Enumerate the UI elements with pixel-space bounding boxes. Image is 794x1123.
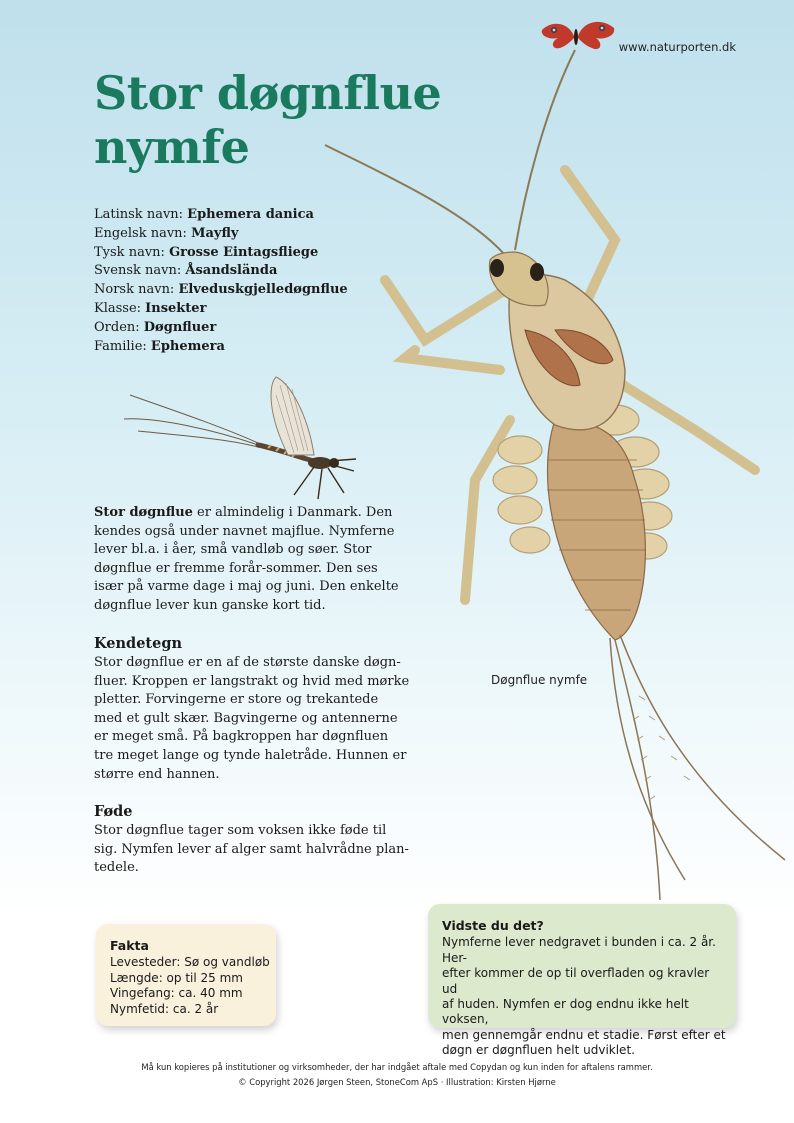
fode-section: Føde Stor døgnflue tager som voksen ikke føde til sig. Nymfen lever af alger samt halvrådne plan- tedele. bbox=[94, 802, 414, 878]
name-row: Norsk navn: Elveduskgjelledøgnflue bbox=[94, 282, 348, 298]
title-line-2: nymfe bbox=[94, 120, 250, 174]
name-row: Tysk navn: Grosse Eintagsfliege bbox=[94, 244, 319, 260]
intro-paragraph: Stor døgnflue er almindelig i Danmark. Den kendes også under navnet majflue. Nymferne lever bl.a. i åer, små vandløb og søer. Stor døgnflue er fremme forår-sommer. Den ses især på varme dage i maj og juni. Den enkelte døgnflue lever kun ganske kort tid. bbox=[94, 505, 399, 613]
name-row: Orden: Døgnfluer bbox=[94, 319, 217, 335]
name-row: Latinsk navn: Ephemera danica bbox=[94, 207, 314, 222]
fakta-heading: Fakta bbox=[110, 938, 149, 953]
fakta-box: Fakta Levesteder: Sø og vandløb Længde: op til 25 mm Vingefang: ca. 40 mm Nymfetid: ca. 2 år bbox=[96, 924, 276, 1026]
kendetegn-section: Kendetegn Stor døgnflue er en af de største danske døgn- fluer. Kroppen er langstrakt og hvid med mørke pletter. Forvingerne er store og trekantede med et gult skær. Bagvingerne og antennerne er meget små. På bagkroppen har døgnfluen tre meget lange og tynde haletråde. Hunnen er større end hannen. bbox=[94, 634, 414, 784]
name-row: Klasse: Insekter bbox=[94, 300, 207, 316]
vidste-heading: Vidste du det? bbox=[442, 918, 544, 933]
kendetegn-heading: Kendetegn bbox=[94, 635, 183, 652]
species-names bbox=[94, 206, 348, 356]
site-url[interactable]: www.naturporten.dk bbox=[618, 40, 736, 54]
title-line-1: Stor døgnflue bbox=[94, 66, 442, 120]
name-row: Engelsk navn: Mayfly bbox=[94, 225, 239, 241]
vidste-du-det-box: Vidste du det? Nymferne lever nedgravet i bunden i ca. 2 år. Her- efter kommer de op til overfladen og kravler ud af huden. Nymfen er dog endnu ikke helt voksen, men gennemgår endnu et stadie. Først efter et døgn er døgnfluen helt udviklet. bbox=[428, 904, 736, 1028]
intro-bold: Stor døgnflue bbox=[94, 505, 193, 520]
nymph-caption: Døgnflue nymfe bbox=[491, 673, 588, 687]
name-row: Svensk navn: Åsandslända bbox=[94, 263, 278, 279]
mayfly-nymph-illustration bbox=[315, 40, 794, 920]
footer-copyright: © Copyright 2026 Jørgen Steen, StoneCom ApS · Illustration: Kirsten Hjørne bbox=[238, 1077, 556, 1087]
name-row: Familie: Ephemera bbox=[94, 338, 225, 354]
footer-license: Må kun kopieres på institutioner og virksomheder, der har indgået aftale med Copydan og kun inden for aftalens rammer. bbox=[141, 1062, 653, 1072]
fode-heading: Føde bbox=[94, 803, 133, 820]
